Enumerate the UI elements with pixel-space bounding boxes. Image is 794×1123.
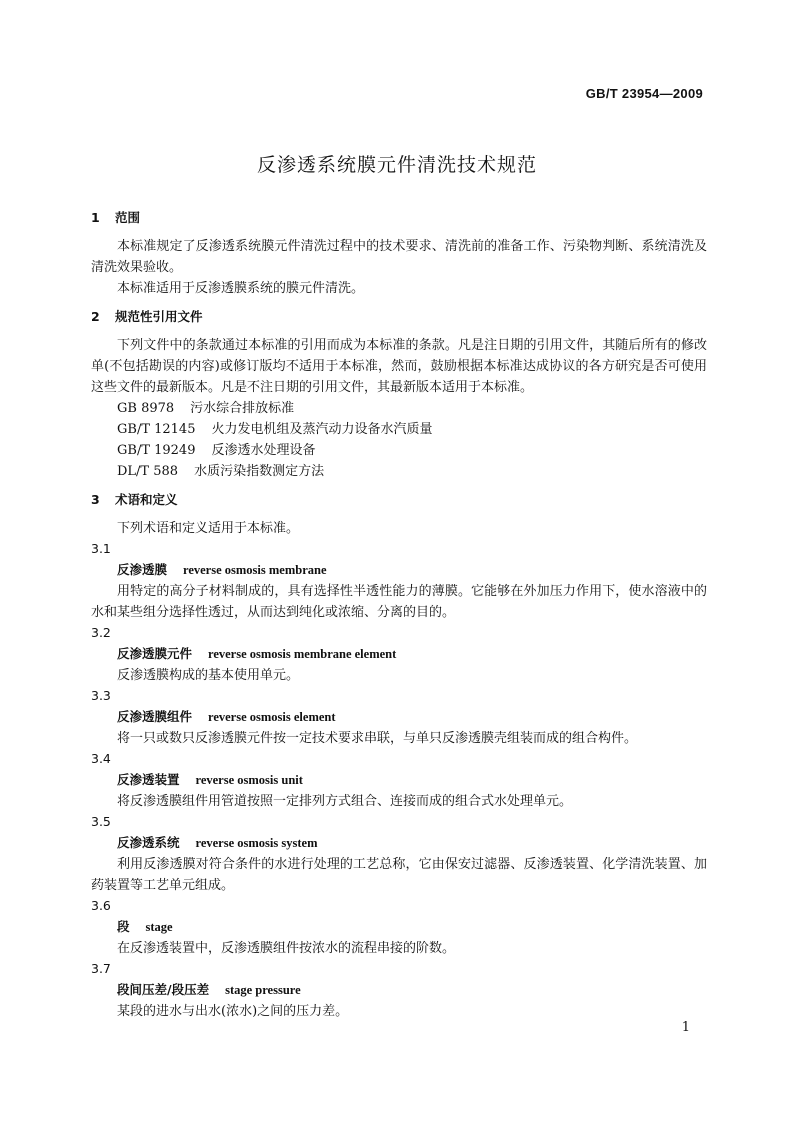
terms-intro: 下列术语和定义适用于本标准。 xyxy=(117,521,300,536)
term-en: reverse osmosis membrane element xyxy=(208,647,397,661)
term-zh: 反渗透膜 xyxy=(117,562,168,577)
reference-item xyxy=(91,440,707,461)
term-definition: 某段的进水与出水(浓水)之间的压力差。 xyxy=(117,1004,349,1019)
scope-paragraph-2: 本标准适用于反渗透膜系统的膜元件清洗。 xyxy=(117,281,365,296)
term-heading xyxy=(91,979,707,1001)
term-definition: 将反渗透膜组件用管道按照一定排列方式组合、连接而成的组合式水处理单元。 xyxy=(117,794,573,809)
term-heading xyxy=(91,832,707,854)
reference-name: 火力发电机组及蒸汽动力设备水汽质量 xyxy=(211,422,433,437)
term-en: reverse osmosis element xyxy=(208,710,336,724)
term-number: 3.6 xyxy=(91,898,111,913)
term-zh: 反渗透装置 xyxy=(117,772,180,787)
term-entry xyxy=(91,896,707,959)
reference-item xyxy=(91,398,707,419)
reference-item xyxy=(91,461,707,482)
term-en: stage pressure xyxy=(225,983,301,997)
term-zh: 段 xyxy=(117,919,130,934)
term-definition: 反渗透膜构成的基本使用单元。 xyxy=(117,668,300,683)
section-number: 2 xyxy=(91,309,100,324)
reference-code: GB/T 12145 xyxy=(117,422,196,437)
term-heading xyxy=(91,769,707,791)
section-title: 术语和定义 xyxy=(115,492,178,507)
term-entry xyxy=(91,749,707,812)
term-entry xyxy=(91,623,707,686)
section-title: 范围 xyxy=(115,210,141,225)
reference-code: DL/T 588 xyxy=(117,464,179,479)
standard-code: GB/T 23954—2009 xyxy=(585,86,703,101)
term-entry xyxy=(91,959,707,1022)
term-entry xyxy=(91,812,707,896)
term-heading xyxy=(91,706,707,728)
reference-name: 污水综合排放标准 xyxy=(190,401,295,416)
references-paragraph: 下列文件中的条款通过本标准的引用而成为本标准的条款。凡是注日期的引用文件，其随后所有的修改单(不包括勘误的内容)或修订版均不适用于本标准，然而，鼓励根据本标准达成协议的各方研究是否可使用这些文件的最新版本。凡是不注日期的引用文件，其最新版本适用于本标准。 xyxy=(91,338,707,395)
term-zh: 段间压差/段压差 xyxy=(117,982,210,997)
section-heading-terms xyxy=(91,490,707,510)
scope-paragraph-1: 本标准规定了反渗透系统膜元件清洗过程中的技术要求、清洗前的准备工作、污染物判断、系统清洗及清洗效果验收。 xyxy=(91,239,707,275)
reference-code: GB/T 19249 xyxy=(117,443,196,458)
section-heading-scope xyxy=(91,208,707,228)
term-definition: 在反渗透装置中，反渗透膜组件按浓水的流程串接的阶数。 xyxy=(117,941,456,956)
term-heading xyxy=(91,916,707,938)
document-body xyxy=(91,208,707,1022)
term-number: 3.1 xyxy=(91,541,111,556)
term-number: 3.2 xyxy=(91,625,111,640)
term-en: reverse osmosis unit xyxy=(195,773,303,787)
term-entry xyxy=(91,539,707,623)
term-en: stage xyxy=(145,920,173,934)
term-definition: 将一只或数只反渗透膜元件按一定技术要求串联，与单只反渗透膜壳组装而成的组合构件。 xyxy=(117,731,638,746)
term-number: 3.7 xyxy=(91,961,111,976)
term-number: 3.5 xyxy=(91,814,111,829)
term-entry xyxy=(91,686,707,749)
term-en: reverse osmosis membrane xyxy=(183,563,327,577)
term-heading xyxy=(91,559,707,581)
term-definition: 用特定的高分子材料制成的，具有选择性半透性能力的薄膜。它能够在外加压力作用下，使水溶液中的水和某些组分选择性透过，从而达到纯化或浓缩、分离的目的。 xyxy=(91,584,707,620)
term-number: 3.4 xyxy=(91,751,111,766)
reference-item xyxy=(91,419,707,440)
section-heading-normative-references xyxy=(91,307,707,327)
page-number: 1 xyxy=(681,1020,690,1035)
section-number: 3 xyxy=(91,492,100,507)
reference-name: 水质污染指数测定方法 xyxy=(194,464,325,479)
term-en: reverse osmosis system xyxy=(195,836,318,850)
reference-name: 反渗透水处理设备 xyxy=(211,443,316,458)
section-number: 1 xyxy=(91,210,100,225)
term-number: 3.3 xyxy=(91,688,111,703)
document-title: 反渗透系统膜元件清洗技术规范 xyxy=(256,154,537,176)
term-zh: 反渗透膜组件 xyxy=(117,709,193,724)
term-zh: 反渗透膜元件 xyxy=(117,646,193,661)
section-title: 规范性引用文件 xyxy=(115,309,203,324)
term-definition: 利用反渗透膜对符合条件的水进行处理的工艺总称，它由保安过滤器、反渗透装置、化学清洗装置、加药装置等工艺单元组成。 xyxy=(91,857,707,893)
term-heading xyxy=(91,643,707,665)
reference-code: GB 8978 xyxy=(117,401,175,416)
term-zh: 反渗透系统 xyxy=(117,835,180,850)
